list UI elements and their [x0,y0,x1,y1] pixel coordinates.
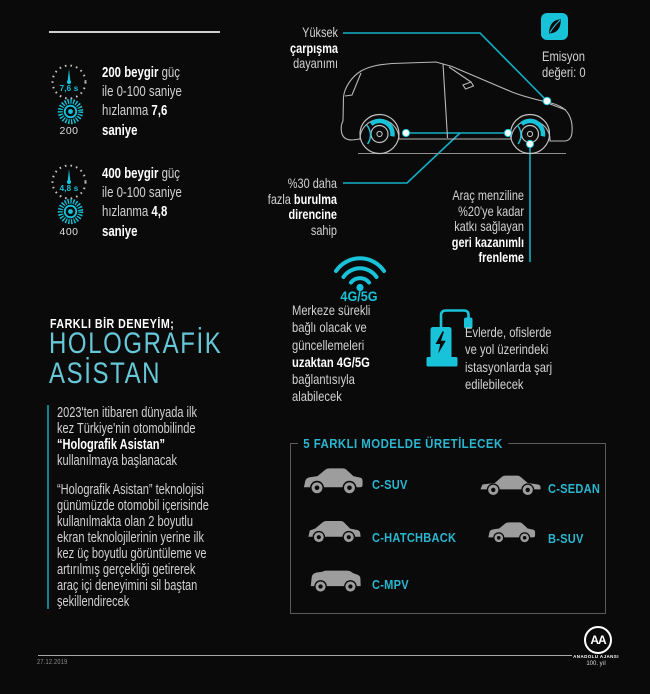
speedometer-icon [49,62,89,102]
callout-crash-resistance: Yüksek çarpışma dayanımı [290,24,338,71]
section-kicker: FARKLI BİR DENEYİM; [50,316,175,331]
agency-name: ANADOLU AJANSI [573,654,619,659]
experience-paragraphs [47,405,257,609]
c-suv-icon [301,464,365,497]
performance-text: 200 beygir güç ile 0-100 saniye hızlanma 7,6 saniye [102,64,182,139]
callout-regen-braking: Araç menziline %20'ye kadar katkı sağlayan geri kazanımlı frenleme [451,187,524,265]
speedometer-icon [49,162,89,202]
4g5g-label: 4G/5G [340,288,378,304]
models-title: 5 FARKLI MODELDE ÜRETİLECEK [298,436,508,451]
gauge-value: 4,8 s [59,184,79,193]
connectivity-text: Merkeze sürekli bağlı olacak ve güncellemeleri uzaktan 4G/5G bağlantısıyla alabilecek [292,302,371,405]
callout-torsion: %30 daha fazla burulma direncine sahip [267,175,337,238]
model-label-c-hatchback: C-HATCHBACK [372,530,457,545]
callout-emission: Emisyon değeri: 0 [542,48,586,80]
b-suv-icon [486,519,537,545]
section-title-line2: ASİSTAN [49,357,162,390]
car-outline [341,62,572,154]
car-wheels [360,115,550,154]
footer-date: 27.12.2019 [37,659,68,666]
charging-text: Evlerde, ofislerde ve yol üzerindeki istasyonlarda şarj edilebilecek [465,324,553,392]
power-label: 400 [59,226,79,238]
leaf-icon [541,13,568,40]
c-hatchback-icon [306,516,363,546]
performance-text: 400 beygir güç ile 0-100 saniye hızlanma 4,8 saniye [102,165,182,240]
anadolu-agency-logo: AA [584,626,612,654]
footer-divider [38,655,612,656]
paragraph-2: “Holografik Asistan” teknolojisi günümüzde otomobil içerisinde kullanılmakta olan 2 boyutlu ekran teknolojilerinin yerine ilk kez üç boyutlu görüntüleme ve artırılmış gerçekliği getirerek araç içi deneyimini sil baştan şekillendirecek [57,482,209,610]
gear-icon [57,198,84,225]
power-label: 200 [59,125,79,137]
top-divider [49,31,220,33]
section-title-line1: HOLOGRAFİK [49,327,223,360]
model-label-c-suv: C-SUV [372,477,408,492]
model-label-b-suv: B-SUV [548,531,584,546]
gear-icon [57,98,84,125]
model-label-c-sedan: C-SEDAN [548,481,601,496]
wifi-icon [331,253,389,291]
model-label-c-mpv: C-MPV [372,577,409,592]
c-sedan-icon [478,470,543,498]
agency-anniversary: 100. yıl [586,661,606,667]
paragraph-1: 2023'ten itibaren dünyada ilk kez Türkiye'nin otomobilinde “Holografik Asistan” kullanılmaya başlanacak [57,405,197,469]
gauge-value: 7,6 s [59,84,79,93]
c-mpv-icon [308,566,363,594]
